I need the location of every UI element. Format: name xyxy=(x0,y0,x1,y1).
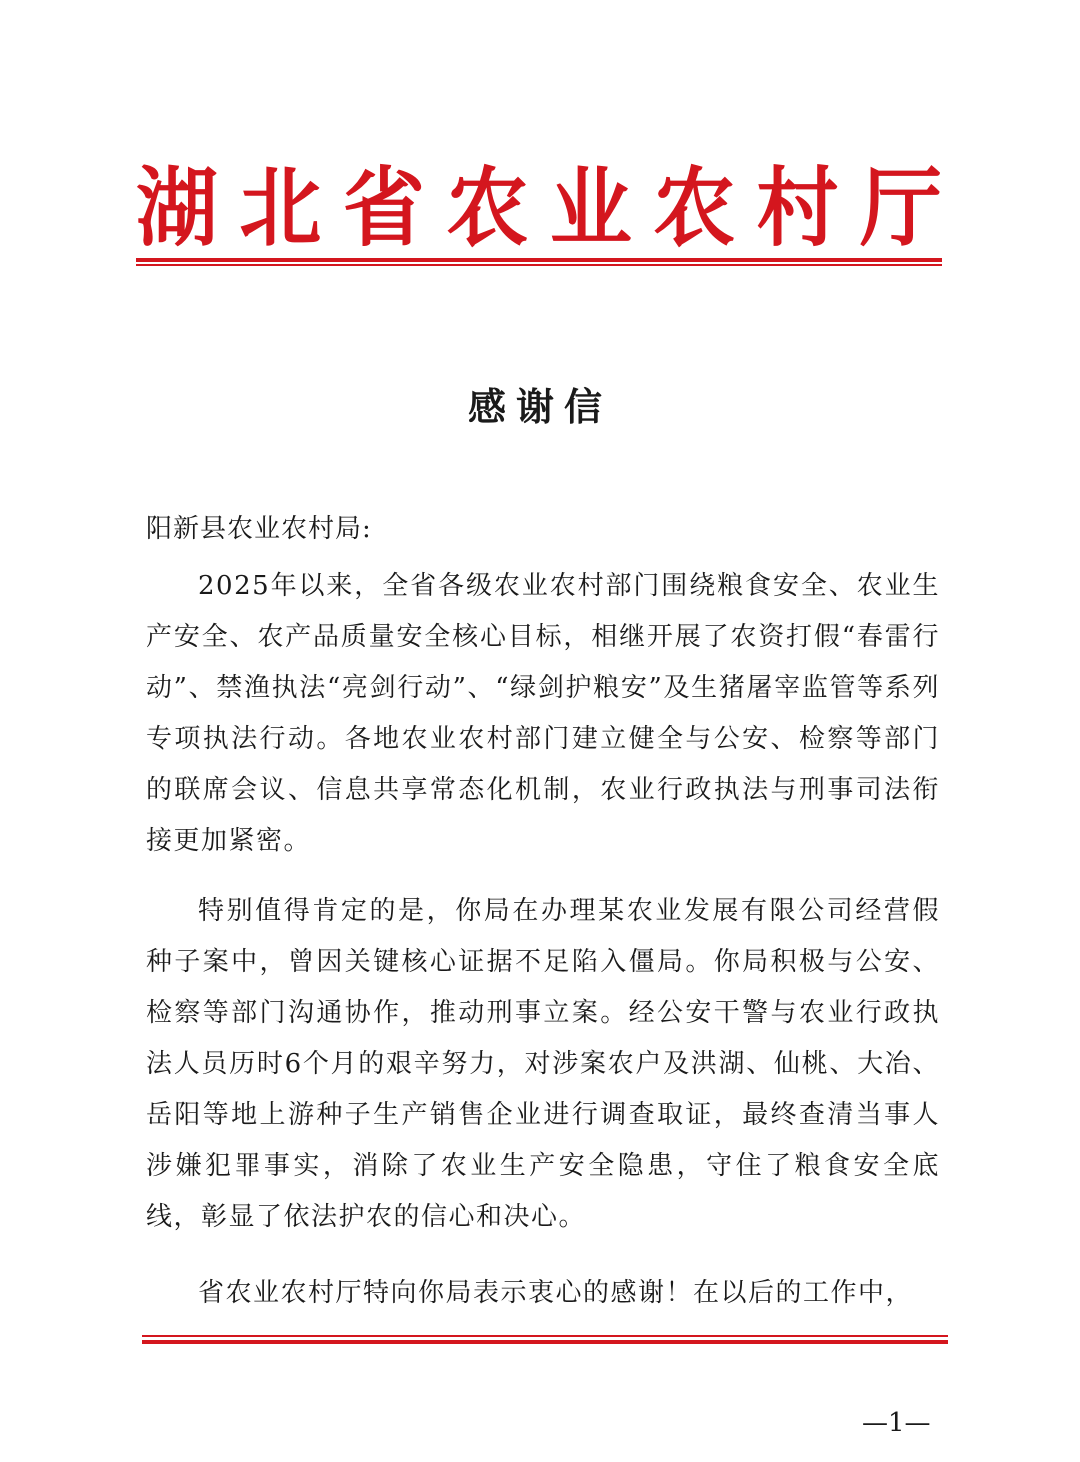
letterhead-org-name xyxy=(136,158,942,258)
letterhead-char: 业 xyxy=(549,157,632,259)
letterhead-char: 湖 xyxy=(136,157,219,259)
letterhead-rule-thick xyxy=(136,258,942,262)
page-number: —1— xyxy=(862,1408,931,1438)
footer-rule-thick xyxy=(142,1340,948,1344)
body-paragraph: 2025年以来，全省各级农业农村部门围绕粮食安全、农业生产安全、农产品质量安全核心目标，相继开展了农资打假“春雷行动”、禁渔执法“亮剑行动”、“绿剑护粮安”及生猪屠宰监管等系列专项执法行动。各地农业农村部门建立健全与公安、检察等部门的联席会议、信息共享常态化机制，农业行政执法与刑事司法衔接更加紧密。 xyxy=(146,571,940,856)
footer-rule-thin xyxy=(142,1335,948,1337)
letterhead-char: 厅 xyxy=(859,157,942,259)
document-title: 感谢信 xyxy=(467,385,612,429)
body-paragraph: 特别值得肯定的是，你局在办理某农业发展有限公司经营假种子案中，曾因关键核心证据不足陷入僵局。你局积极与公安、检察等部门沟通协作，推动刑事立案。经公安干警与农业行政执法人员历时6个月的艰辛努力，对涉案农户及洪湖、仙桃、大冶、岳阳等地上游种子生产销售企业进行调查取证，最终查清当事人涉嫌犯罪事实，消除了农业生产安全隐患，守住了粮食安全底线，彰显了依法护农的信心和决心。 xyxy=(146,896,940,1232)
letterhead-rule-thin xyxy=(136,264,942,266)
letterhead-char: 村 xyxy=(756,157,839,259)
letterhead-char: 北 xyxy=(239,157,322,259)
letterhead-char: 农 xyxy=(653,157,736,259)
body-paragraph: 省农业农村厅特向你局表示衷心的感谢！在以后的工作中， xyxy=(198,1278,914,1308)
letterhead-char: 农 xyxy=(446,157,529,259)
salutation: 阳新县农业农村局: xyxy=(146,514,372,544)
letterhead-char: 省 xyxy=(342,157,425,259)
